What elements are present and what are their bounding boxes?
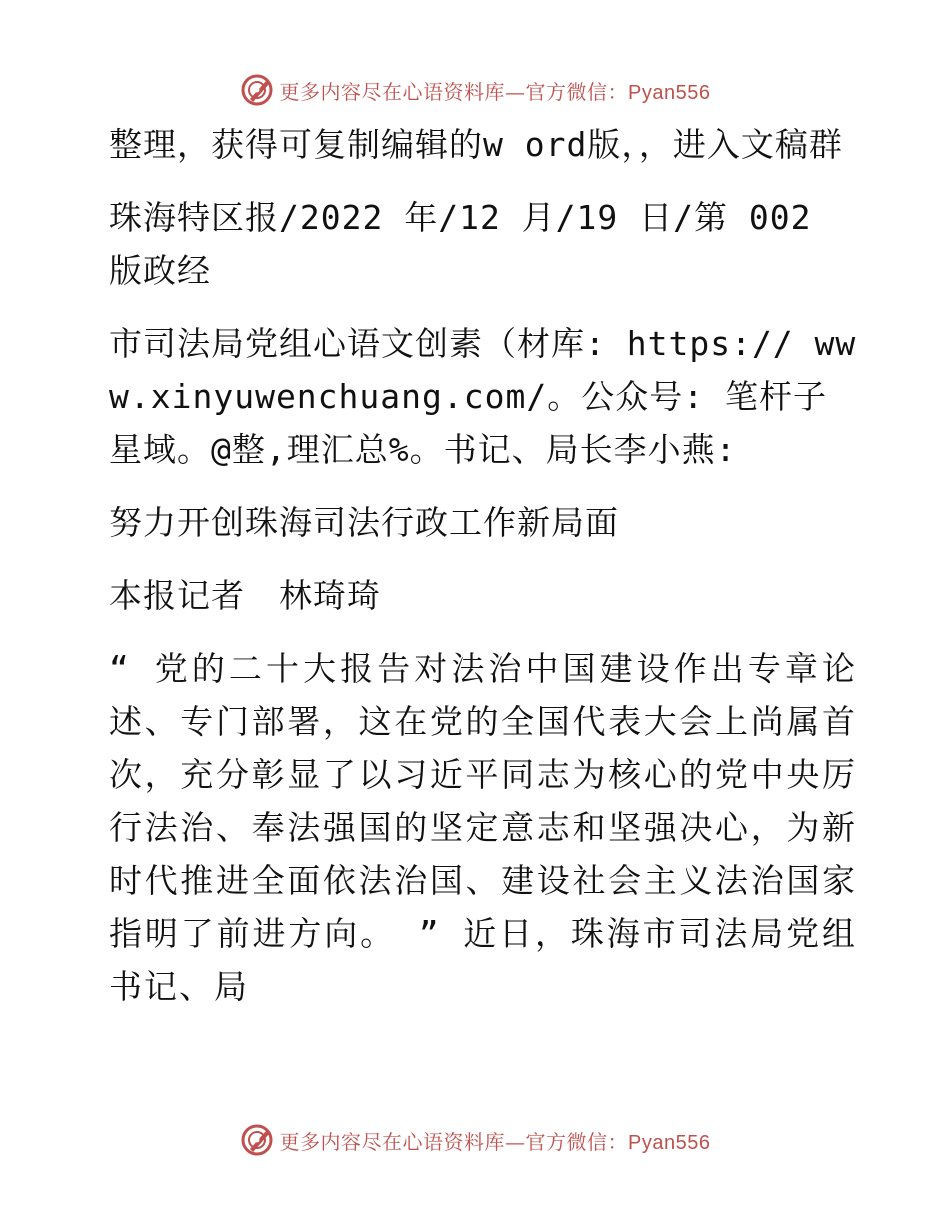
footer-banner-handle: Pyan556 — [628, 1131, 711, 1154]
document-body — [97, 118, 857, 1033]
header-banner-handle: Pyan556 — [628, 81, 711, 104]
footer-banner-text: 更多内容尽在心语资料库—官方微信：Pyan556 — [279, 1129, 711, 1154]
footer-watermark-banner — [0, 1120, 950, 1160]
reporter-byline: 本报记者 林琦琦 — [109, 576, 381, 615]
article-body-paragraph: “ 党的二十大报告对法治中国建设作出专章论述、专门部署，这在党的全国代表大会上尚属首次，充分彰显了以习近平同志为核心的党中央厉行法治、奉法强国的坚定意志和坚强决心，为新时代推进全面依法治国、建设社会主义法治国家指明了前进方向。 ” 近日，珠海市司法局党组书记、局 — [109, 649, 857, 1006]
header-banner-text: 更多内容尽在心语资料库—官方微信：Pyan556 — [279, 79, 711, 104]
paragraph-note: 整理，获得可复制编辑的w ord版，，进入文稿群 — [109, 125, 843, 164]
paragraph-byline-title: 市司法局党组心语文创素（材库: https:// www.xinyuwenchuang.com/。公众号: 笔杆子星域。@整,理汇总%。书记、局长李小燕: — [109, 324, 857, 469]
paragraph-source: 珠海特区报/2022 年/12 月/19 日/第 002 版政经 — [109, 198, 812, 290]
article-headline: 努力开创珠海司法行政工作新局面 — [109, 503, 619, 542]
header-watermark-banner — [0, 70, 950, 110]
pen-logo-icon — [240, 73, 274, 107]
pen-logo-icon — [240, 1123, 274, 1157]
